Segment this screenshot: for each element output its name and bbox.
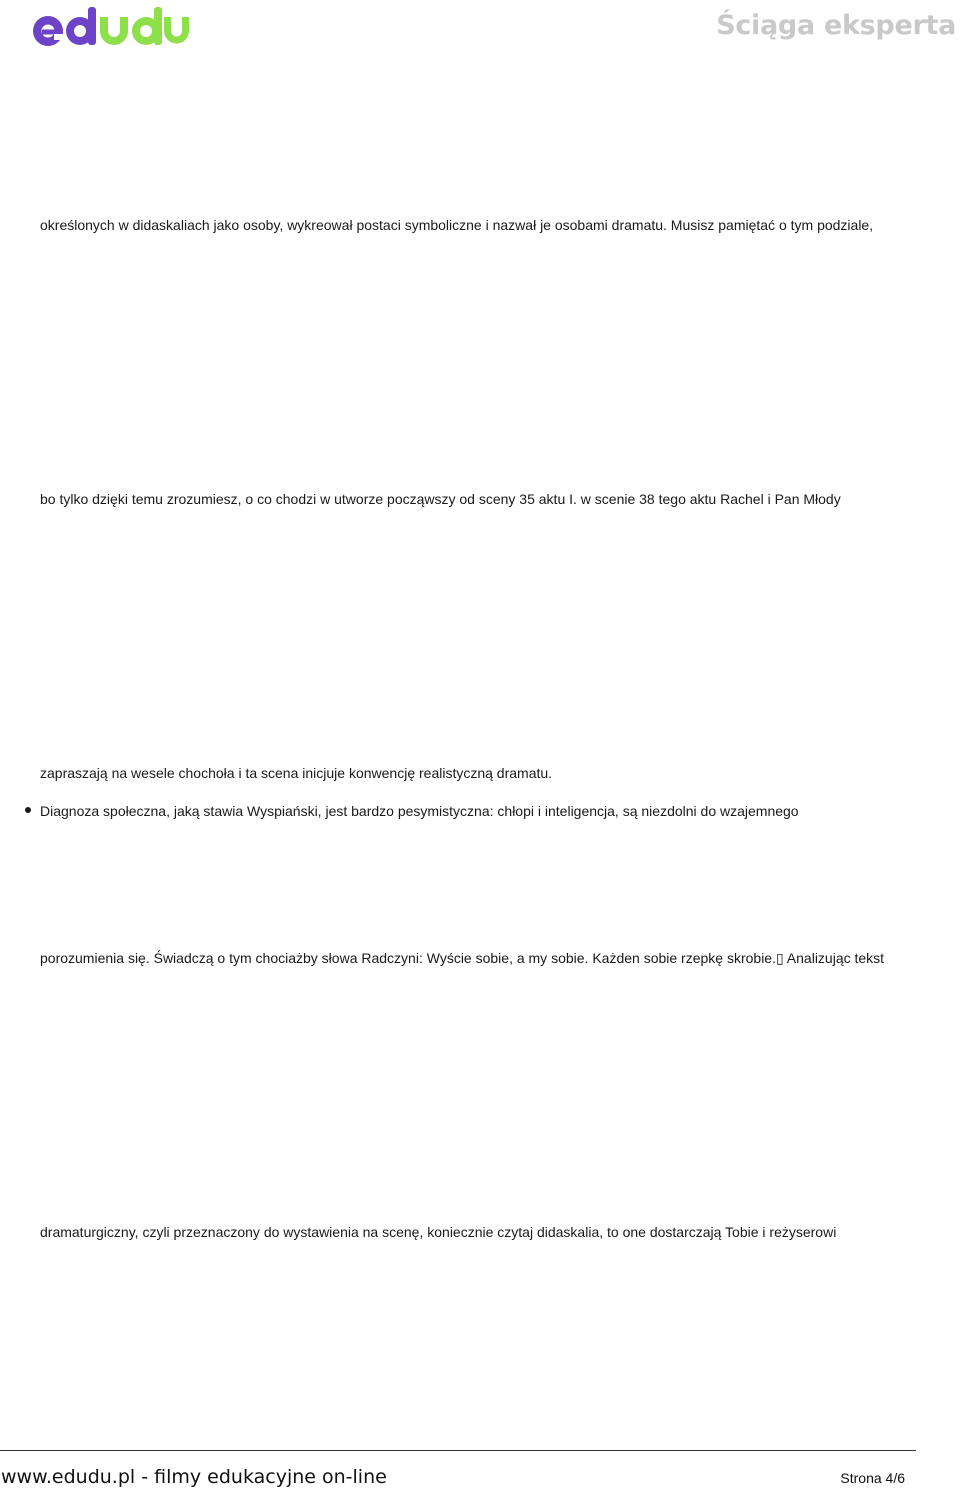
text-line: dramaturgiczny, czyli przeznaczony do wystawienia na scenę, koniecznie czytaj didaskalia, to one dostarczają Tobie i reżyserowi: [40, 1224, 837, 1240]
text-line: bo tylko dzięki temu zrozumiesz, o co chodzi w utworze począwszy od sceny 35 aktu I. w scenie 38 tego aktu Rachel i Pan Młody: [40, 491, 841, 507]
footer-divider: [0, 1450, 916, 1451]
page-number: Strona 4/6: [840, 1470, 905, 1486]
text-line: zapraszają na wesele chochoła i ta scena inicjuje konwencję realistyczną dramatu.: [40, 765, 553, 781]
text-line: porozumienia się. Świadczą o tym chociażby słowa Radczyni: Wyście sobie, a my sobie. Każden sobie rzepkę skrobie.▯ Analizując tekst: [40, 950, 885, 966]
tagline: Ściąga eksperta: [716, 10, 956, 41]
bullet-text-line: Diagnoza społeczna, jaką stawia Wyspiański, jest bardzo pesymistyczna: chłopi i inteligencja, są niezdolni do wzajemnego: [40, 803, 799, 819]
bullet-icon: [25, 807, 31, 813]
edudu-logo[interactable]: [28, 4, 190, 52]
footer-site-link[interactable]: www.edudu.pl - filmy edukacyjne on-line: [1, 1466, 387, 1488]
text-line: określonych w didaskaliach jako osoby, wykreował postaci symboliczne i nazwał je osobami dramatu. Musisz pamiętać o tym podziale,: [40, 217, 874, 233]
